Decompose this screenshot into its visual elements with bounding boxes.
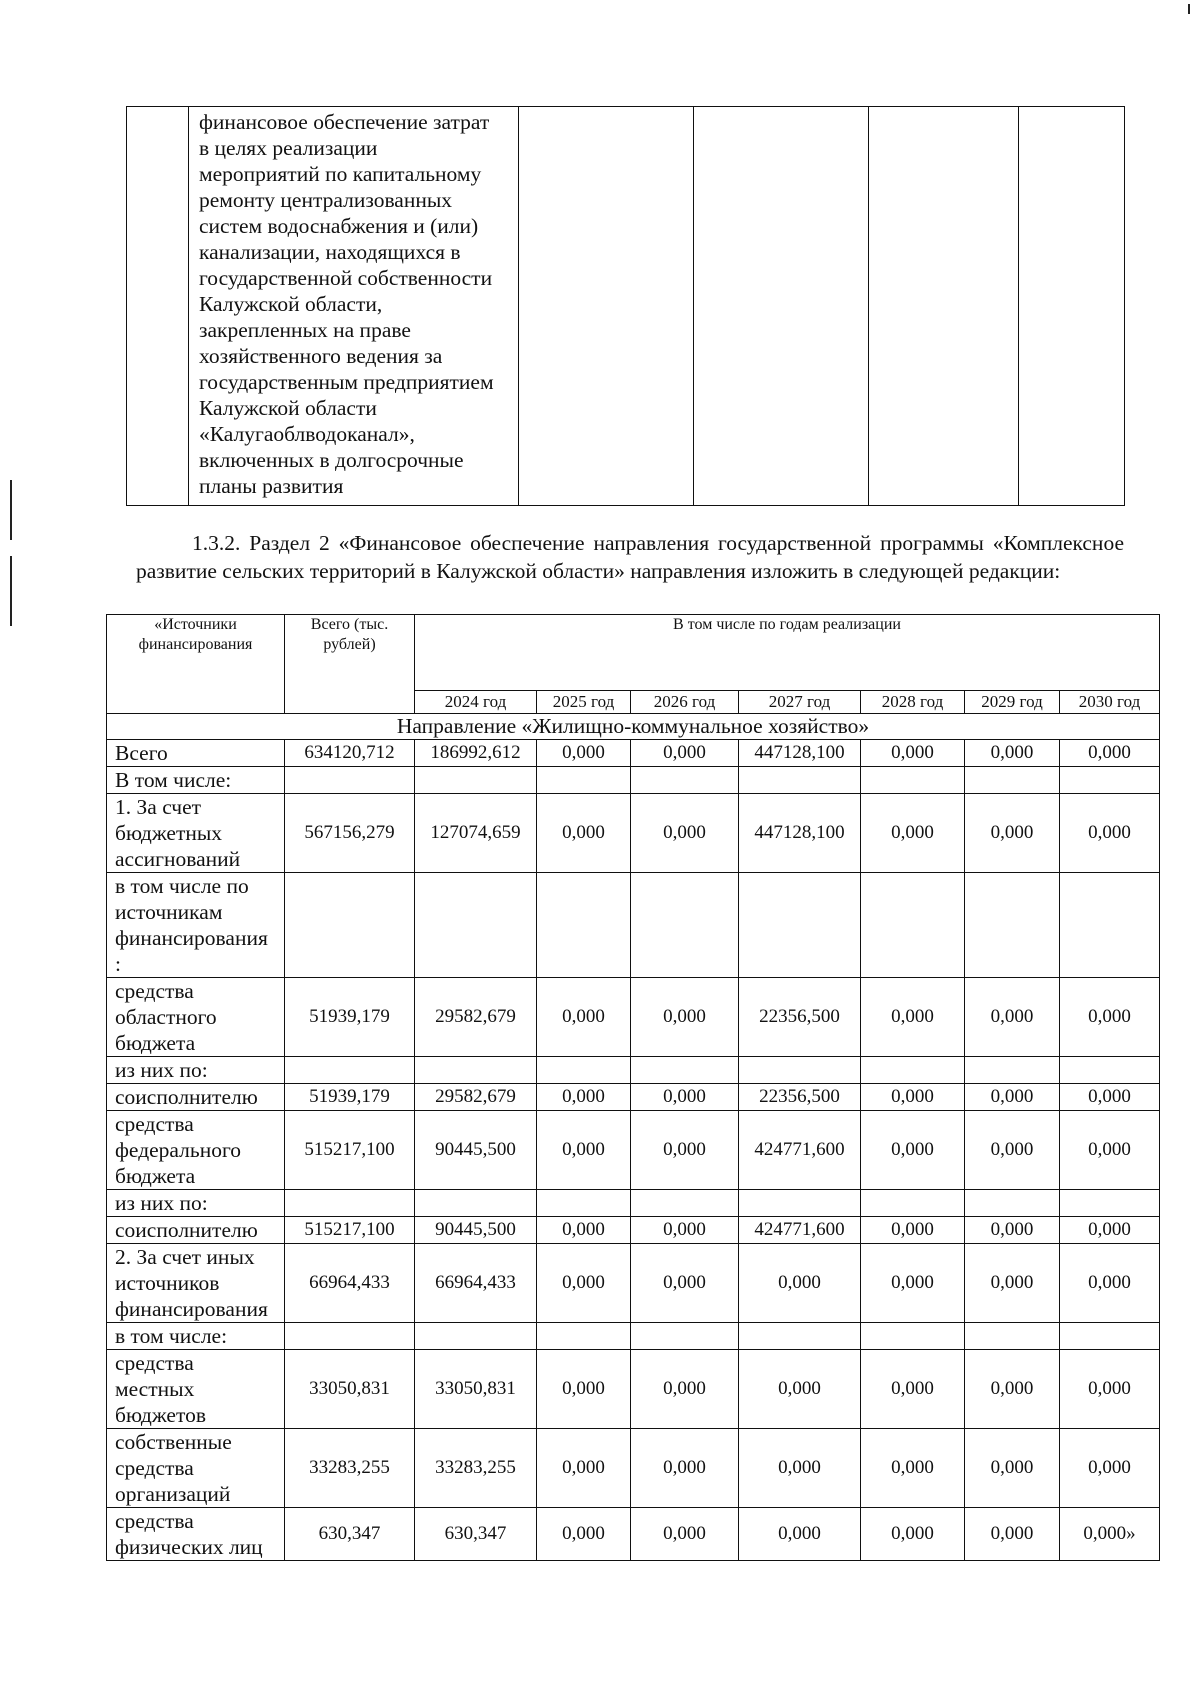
year-value-cell: 0,000	[537, 1429, 631, 1508]
year-value-cell: 0,000	[537, 1084, 631, 1111]
year-value-cell: 447128,100	[739, 740, 861, 767]
year-header: 2025 год	[537, 691, 631, 714]
year-value-cell: 0,000	[965, 794, 1060, 873]
year-value-cell: 0,000	[965, 1217, 1060, 1244]
year-value-cell: 0,000	[861, 794, 965, 873]
row-label: собственные средства организаций	[107, 1429, 285, 1508]
year-value-cell: 0,000	[965, 1429, 1060, 1508]
year-value-cell: 0,000	[631, 1508, 739, 1561]
year-header: 2030 год	[1060, 691, 1160, 714]
row-label: Всего	[107, 740, 285, 767]
year-value-cell: 0,000	[861, 1350, 965, 1429]
year-value-cell: 0,000	[861, 1111, 965, 1190]
continuation-table	[126, 106, 1125, 506]
total-cell	[285, 1323, 415, 1350]
year-value-cell	[739, 1323, 861, 1350]
table-row	[107, 767, 1160, 794]
year-value-cell: 0,000	[965, 740, 1060, 767]
year-value-cell: 0,000	[965, 1244, 1060, 1323]
section-title: Направление «Жилищно-коммунальное хозяйство»	[107, 714, 1160, 740]
year-value-cell: 447128,100	[739, 794, 861, 873]
row-label: средства физических лиц	[107, 1508, 285, 1561]
funding-table-body	[107, 740, 1160, 1561]
total-cell: 515217,100	[285, 1217, 415, 1244]
header-by-year: В том числе по годам реализации	[415, 615, 1160, 691]
year-value-cell	[537, 1323, 631, 1350]
year-value-cell: 0,000	[537, 1508, 631, 1561]
total-cell: 567156,279	[285, 794, 415, 873]
year-value-cell: 90445,500	[415, 1217, 537, 1244]
table-row	[107, 978, 1160, 1057]
year-value-cell	[861, 767, 965, 794]
total-cell: 33050,831	[285, 1350, 415, 1429]
year-value-cell: 0,000	[1060, 978, 1160, 1057]
year-value-cell	[537, 1190, 631, 1217]
year-value-cell: 0,000	[1060, 1350, 1160, 1429]
year-value-cell	[415, 1190, 537, 1217]
total-cell: 634120,712	[285, 740, 415, 767]
year-value-cell	[415, 1323, 537, 1350]
year-header: 2024 год	[415, 691, 537, 714]
total-cell: 630,347	[285, 1508, 415, 1561]
row-label: 2. За счет иных источников финансирования	[107, 1244, 285, 1323]
year-value-cell	[1060, 767, 1160, 794]
year-value-cell: 0,000	[537, 1244, 631, 1323]
year-value-cell: 630,347	[415, 1508, 537, 1561]
year-value-cell: 0,000	[537, 740, 631, 767]
year-value-cell: 90445,500	[415, 1111, 537, 1190]
table-cell	[869, 107, 1019, 506]
year-value-cell: 0,000	[965, 1111, 1060, 1190]
total-cell	[285, 873, 415, 978]
year-value-cell	[631, 1190, 739, 1217]
year-value-cell	[861, 1057, 965, 1084]
year-value-cell: 0,000	[739, 1244, 861, 1323]
year-header: 2029 год	[965, 691, 1060, 714]
year-value-cell	[1060, 1190, 1160, 1217]
year-value-cell: 0,000	[537, 794, 631, 873]
table-cell	[127, 107, 189, 506]
table-row	[107, 1217, 1160, 1244]
year-value-cell: 0,000	[1060, 1111, 1160, 1190]
year-value-cell	[631, 1057, 739, 1084]
year-value-cell	[415, 1057, 537, 1084]
table-row	[107, 1190, 1160, 1217]
year-value-cell: 0,000	[537, 978, 631, 1057]
year-value-cell: 33050,831	[415, 1350, 537, 1429]
year-value-cell: 0,000	[631, 1084, 739, 1111]
total-cell	[285, 767, 415, 794]
total-cell: 515217,100	[285, 1111, 415, 1190]
year-value-cell: 0,000»	[1060, 1508, 1160, 1561]
total-cell: 66964,433	[285, 1244, 415, 1323]
year-value-cell: 0,000	[739, 1429, 861, 1508]
year-value-cell: 0,000	[631, 1429, 739, 1508]
year-value-cell: 0,000	[1060, 740, 1160, 767]
amendment-paragraph: 1.3.2. Раздел 2 «Финансовое обеспечение направления государственной программы «Комплексное развитие сельских территорий в Калужской области» направления изложить в следующей редакции:	[136, 531, 1124, 583]
year-value-cell: 0,000	[631, 740, 739, 767]
year-value-cell: 0,000	[1060, 794, 1160, 873]
year-value-cell: 0,000	[861, 1084, 965, 1111]
year-value-cell	[537, 1057, 631, 1084]
year-value-cell: 0,000	[861, 978, 965, 1057]
year-value-cell	[739, 1057, 861, 1084]
year-value-cell: 0,000	[861, 1244, 965, 1323]
year-value-cell: 29582,679	[415, 978, 537, 1057]
row-label: средства федерального бюджета	[107, 1111, 285, 1190]
year-value-cell: 22356,500	[739, 1084, 861, 1111]
year-value-cell: 424771,600	[739, 1111, 861, 1190]
table-row	[107, 873, 1160, 978]
year-value-cell	[739, 1190, 861, 1217]
year-value-cell: 0,000	[965, 1084, 1060, 1111]
year-value-cell: 29582,679	[415, 1084, 537, 1111]
year-value-cell: 0,000	[861, 1217, 965, 1244]
expense-description: финансовое обеспечение затрат в целях реализации мероприятий по капитальному ремонту централизованных систем водоснабжения и (или) канализации, находящихся в государственной собственности Калужской области, закрепленных на праве хозяйственного ведения за государственным предприятием Калужской области «Калугаоблводоканал», включенных в долгосрочные планы развития	[189, 107, 519, 506]
table-row	[127, 107, 1125, 506]
table-cell	[1019, 107, 1125, 506]
year-value-cell	[739, 767, 861, 794]
total-cell: 51939,179	[285, 1084, 415, 1111]
year-value-cell: 0,000	[631, 794, 739, 873]
header-total: Всего (тыс. рублей)	[285, 615, 415, 714]
year-value-cell	[415, 767, 537, 794]
year-value-cell	[861, 873, 965, 978]
year-value-cell: 0,000	[965, 1508, 1060, 1561]
year-value-cell: 0,000	[739, 1508, 861, 1561]
year-value-cell	[537, 873, 631, 978]
table-cell	[694, 107, 869, 506]
row-label: из них по:	[107, 1190, 285, 1217]
year-value-cell: 0,000	[631, 1350, 739, 1429]
year-value-cell	[861, 1323, 965, 1350]
year-header: 2026 год	[631, 691, 739, 714]
funding-table	[106, 614, 1160, 1561]
year-value-cell: 22356,500	[739, 978, 861, 1057]
total-cell	[285, 1190, 415, 1217]
year-value-cell: 0,000	[1060, 1084, 1160, 1111]
year-value-cell	[537, 767, 631, 794]
year-value-cell: 0,000	[537, 1217, 631, 1244]
year-value-cell	[965, 1323, 1060, 1350]
table-row	[107, 1429, 1160, 1508]
year-value-cell: 0,000	[537, 1350, 631, 1429]
year-value-cell	[631, 1323, 739, 1350]
year-value-cell: 0,000	[861, 1429, 965, 1508]
year-value-cell: 127074,659	[415, 794, 537, 873]
year-value-cell: 0,000	[631, 978, 739, 1057]
year-value-cell: 0,000	[1060, 1429, 1160, 1508]
year-value-cell: 0,000	[965, 1350, 1060, 1429]
year-value-cell	[631, 767, 739, 794]
year-value-cell	[739, 873, 861, 978]
header-sources: «Источники финансирования	[107, 615, 285, 714]
year-value-cell	[1060, 1323, 1160, 1350]
row-label: В том числе:	[107, 767, 285, 794]
section-row	[107, 714, 1160, 740]
year-value-cell: 0,000	[739, 1350, 861, 1429]
year-value-cell: 0,000	[1060, 1244, 1160, 1323]
total-cell	[285, 1057, 415, 1084]
table-row	[107, 1057, 1160, 1084]
year-value-cell	[1060, 873, 1160, 978]
row-label: в том числе:	[107, 1323, 285, 1350]
year-value-cell	[1060, 1057, 1160, 1084]
year-value-cell	[965, 767, 1060, 794]
total-cell: 51939,179	[285, 978, 415, 1057]
year-value-cell: 186992,612	[415, 740, 537, 767]
row-label: средства местных бюджетов	[107, 1350, 285, 1429]
scan-mark	[10, 480, 12, 540]
year-value-cell: 0,000	[861, 1508, 965, 1561]
year-value-cell	[861, 1190, 965, 1217]
year-value-cell: 0,000	[631, 1244, 739, 1323]
year-value-cell	[631, 873, 739, 978]
year-value-cell: 0,000	[631, 1111, 739, 1190]
year-value-cell: 33283,255	[415, 1429, 537, 1508]
header-row	[107, 615, 1160, 691]
year-value-cell: 0,000	[861, 740, 965, 767]
table-row	[107, 1244, 1160, 1323]
scan-mark	[1188, 4, 1190, 14]
year-value-cell	[965, 1057, 1060, 1084]
scan-mark	[10, 556, 12, 626]
year-value-cell: 0,000	[631, 1217, 739, 1244]
table-row	[107, 1508, 1160, 1561]
table-cell	[519, 107, 694, 506]
year-value-cell	[415, 873, 537, 978]
row-label: из них по:	[107, 1057, 285, 1084]
year-value-cell: 0,000	[965, 978, 1060, 1057]
year-value-cell	[965, 1190, 1060, 1217]
year-value-cell: 66964,433	[415, 1244, 537, 1323]
row-label: средства областного бюджета	[107, 978, 285, 1057]
year-header: 2027 год	[739, 691, 861, 714]
row-label: соисполнителю	[107, 1084, 285, 1111]
row-label: соисполнителю	[107, 1217, 285, 1244]
year-value-cell: 0,000	[537, 1111, 631, 1190]
table-row	[107, 794, 1160, 873]
row-label: 1. За счет бюджетных ассигнований	[107, 794, 285, 873]
year-header: 2028 год	[861, 691, 965, 714]
table-row	[107, 1350, 1160, 1429]
table-row	[107, 1111, 1160, 1190]
total-cell: 33283,255	[285, 1429, 415, 1508]
table-row	[107, 1323, 1160, 1350]
year-value-cell: 424771,600	[739, 1217, 861, 1244]
table-row	[107, 740, 1160, 767]
year-value-cell: 0,000	[1060, 1217, 1160, 1244]
year-value-cell	[965, 873, 1060, 978]
row-label: в том числе по источникам финансирования :	[107, 873, 285, 978]
table-row	[107, 1084, 1160, 1111]
